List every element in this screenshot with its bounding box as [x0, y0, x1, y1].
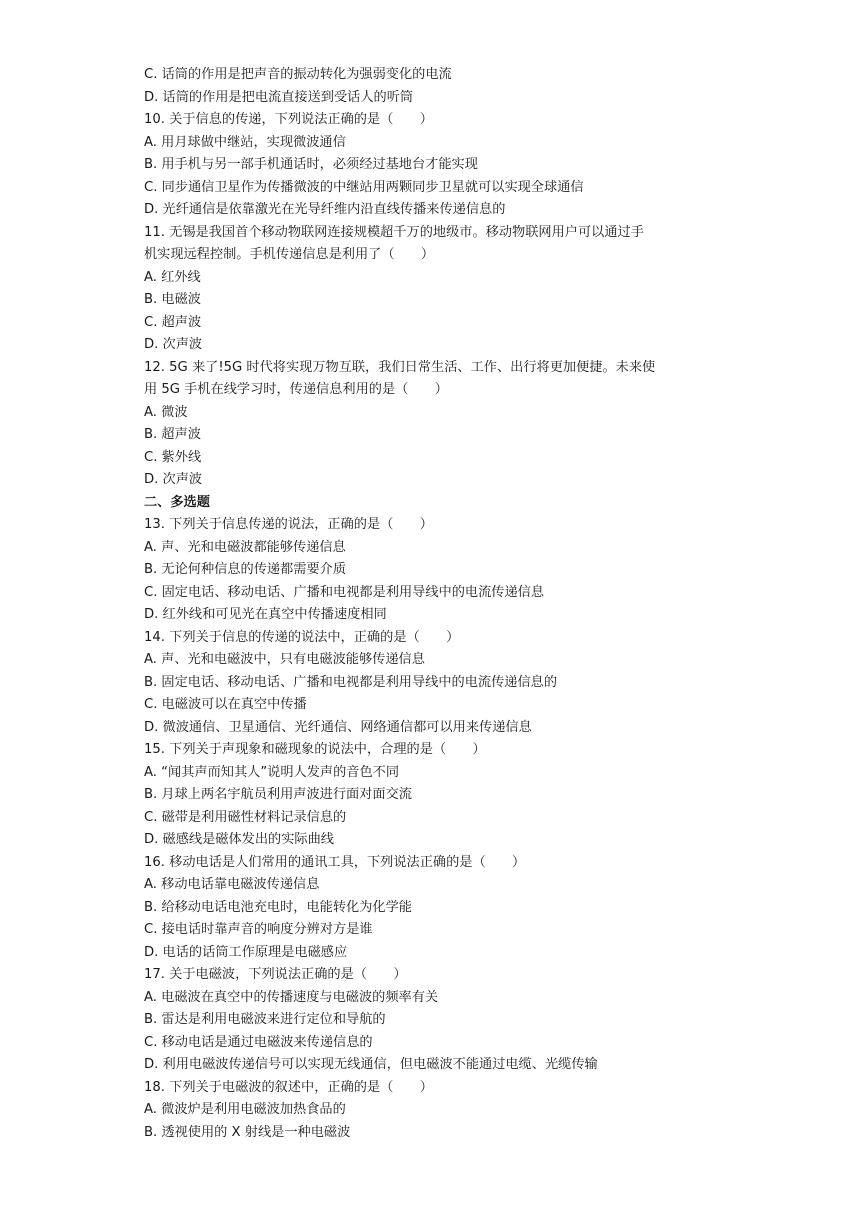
answer-option: B. 雷达是利用电磁波来进行定位和导航的	[144, 1012, 386, 1027]
answer-option: A. 声、光和电磁波中，只有电磁波能够传递信息	[144, 652, 425, 667]
answer-option: B. 透视使用的 X 射线是一种电磁波	[144, 1124, 351, 1140]
question-text: 10. 关于信息的传递，下列说法正确的是（ ）	[144, 112, 433, 127]
question-text: 18. 下列关于电磁波的叙述中，正确的是（ ）	[144, 1079, 433, 1095]
answer-option: B. 固定电话、移动电话、广播和电视都是利用导线中的电流传递信息的	[144, 674, 558, 690]
answer-option: D. 红外线和可见光在真空中传播速度相同	[144, 607, 387, 622]
section-heading: 二、多选题	[144, 494, 210, 510]
answer-option: B. 月球上两名宇航员利用声波进行面对面交流	[144, 787, 412, 802]
answer-option: B. 给移动电话电池充电时，电能转化为化学能	[144, 899, 412, 915]
question-text: 17. 关于电磁波，下列说法正确的是（ ）	[144, 967, 407, 982]
answer-option: C. 电磁波可以在真空中传播	[144, 697, 307, 712]
answer-option: A. 红外线	[144, 269, 201, 285]
answer-option: B. 无论何种信息的传递都需要介质	[144, 562, 347, 577]
answer-option: C. 紫外线	[144, 449, 202, 465]
answer-option: D. 电话的话筒工作原理是电磁感应	[144, 944, 348, 960]
question-text: 机实现远程控制。手机传递信息是利用了（ ）	[144, 247, 435, 262]
document-body	[144, 64, 724, 1144]
question-text: 12. 5G 来了!5G 时代将实现万物互联，我们日常生活、工作、出行将更加便捷。未来使	[144, 359, 656, 375]
answer-option: D. 次声波	[144, 472, 203, 487]
question-text: 11. 无锡是我国首个移动物联网连接规模超千万的地级市。移动物联网用户可以通过手	[144, 224, 644, 240]
answer-option: A. 电磁波在真空中的传播速度与电磁波的频率有关	[144, 989, 439, 1005]
question-text: 13. 下列关于信息传递的说法，正确的是（ ）	[144, 517, 433, 532]
answer-option: C. 磁带是利用磁性材料记录信息的	[144, 809, 347, 825]
answer-option: C. 超声波	[144, 314, 202, 330]
answer-option: C. 固定电话、移动电话、广播和电视都是利用导线中的电流传递信息	[144, 584, 545, 600]
answer-option: D. 磁感线是磁体发出的实际曲线	[144, 832, 334, 847]
answer-option: C. 移动电话是通过电磁波来传递信息的	[144, 1034, 373, 1050]
answer-option: A. 用月球做中继站，实现微波通信	[144, 134, 346, 150]
answer-option: A. “闻其声而知其人”说明人发声的音色不同	[144, 764, 400, 780]
answer-option: C. 接电话时靠声音的响度分辨对方是谁	[144, 922, 373, 937]
answer-option: C. 话筒的作用是把声音的振动转化为强弱变化的电流	[144, 67, 452, 82]
question-text: 用 5G 手机在线学习时，传递信息利用的是（ ）	[144, 382, 448, 397]
answer-option: D. 话筒的作用是把电流直接送到受话人的听筒	[144, 89, 414, 105]
answer-option: D. 微波通信、卫星通信、光纤通信、网络通信都可以用来传递信息	[144, 719, 532, 735]
answer-option: D. 利用电磁波传递信号可以实现无线通信，但电磁波不能通过电缆、光缆传输	[144, 1057, 598, 1072]
answer-option: C. 同步通信卫星作为传播微波的中继站用两颗同步卫星就可以实现全球通信	[144, 179, 584, 195]
answer-option: A. 移动电话靠电磁波传递信息	[144, 877, 320, 892]
answer-option: A. 声、光和电磁波都能够传递信息	[144, 539, 346, 555]
question-text: 16. 移动电话是人们常用的通讯工具，下列说法正确的是（ ）	[144, 854, 526, 870]
answer-option: A. 微波	[144, 404, 188, 420]
answer-option: D. 光纤通信是依靠激光在光导纤维内沿直线传播来传递信息的	[144, 202, 506, 217]
answer-option: B. 超声波	[144, 427, 201, 442]
question-text: 15. 下列关于声现象和磁现象的说法中，合理的是（ ）	[144, 742, 486, 757]
answer-option: A. 微波炉是利用电磁波加热食品的	[144, 1102, 346, 1117]
answer-option: B. 用手机与另一部手机通话时，必须经过基地台才能实现	[144, 157, 478, 172]
answer-option: B. 电磁波	[144, 292, 201, 307]
question-text: 14. 下列关于信息的传递的说法中，正确的是（ ）	[144, 629, 460, 645]
answer-option: D. 次声波	[144, 337, 203, 352]
